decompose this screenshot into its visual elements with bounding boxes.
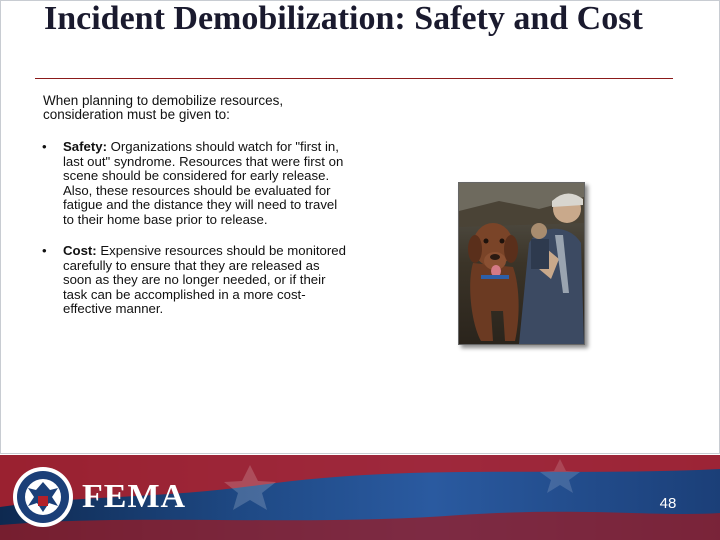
title-divider bbox=[35, 78, 673, 79]
photo-illustration bbox=[459, 183, 584, 344]
bullet-heading: Cost: bbox=[63, 243, 97, 258]
bullet-text: Expensive resources should be monitored carefully to ensure that they are released as soon as they are no longer needed, or if their task can be accomplished in a more cost-effective manner. bbox=[63, 243, 346, 316]
footer-banner bbox=[0, 455, 720, 540]
dhs-seal-icon bbox=[12, 466, 74, 528]
bullet-cost bbox=[40, 244, 350, 317]
bullet-text: Organizations should watch for "first in, last out" syndrome. Resources that were first on scene should be considered for early release. Also, these resources should be evaluated for fatigue and the distance they will need to travel to their home base prior to release. bbox=[63, 139, 344, 227]
bullet-marker: • bbox=[42, 243, 47, 258]
page-number: 48 bbox=[659, 495, 677, 512]
bullet-safety bbox=[40, 140, 350, 227]
intro-text: When planning to demobilize resources, consideration must be given to: bbox=[43, 93, 284, 122]
slide-title: Incident Demobilization: Safety and Cost bbox=[44, 0, 643, 37]
bullet-list bbox=[40, 140, 350, 317]
fema-logo: FEMA bbox=[82, 478, 187, 515]
bullet-heading: Safety: bbox=[63, 139, 107, 154]
bullet-marker: • bbox=[42, 139, 47, 154]
rescue-dog-photo bbox=[458, 182, 585, 345]
